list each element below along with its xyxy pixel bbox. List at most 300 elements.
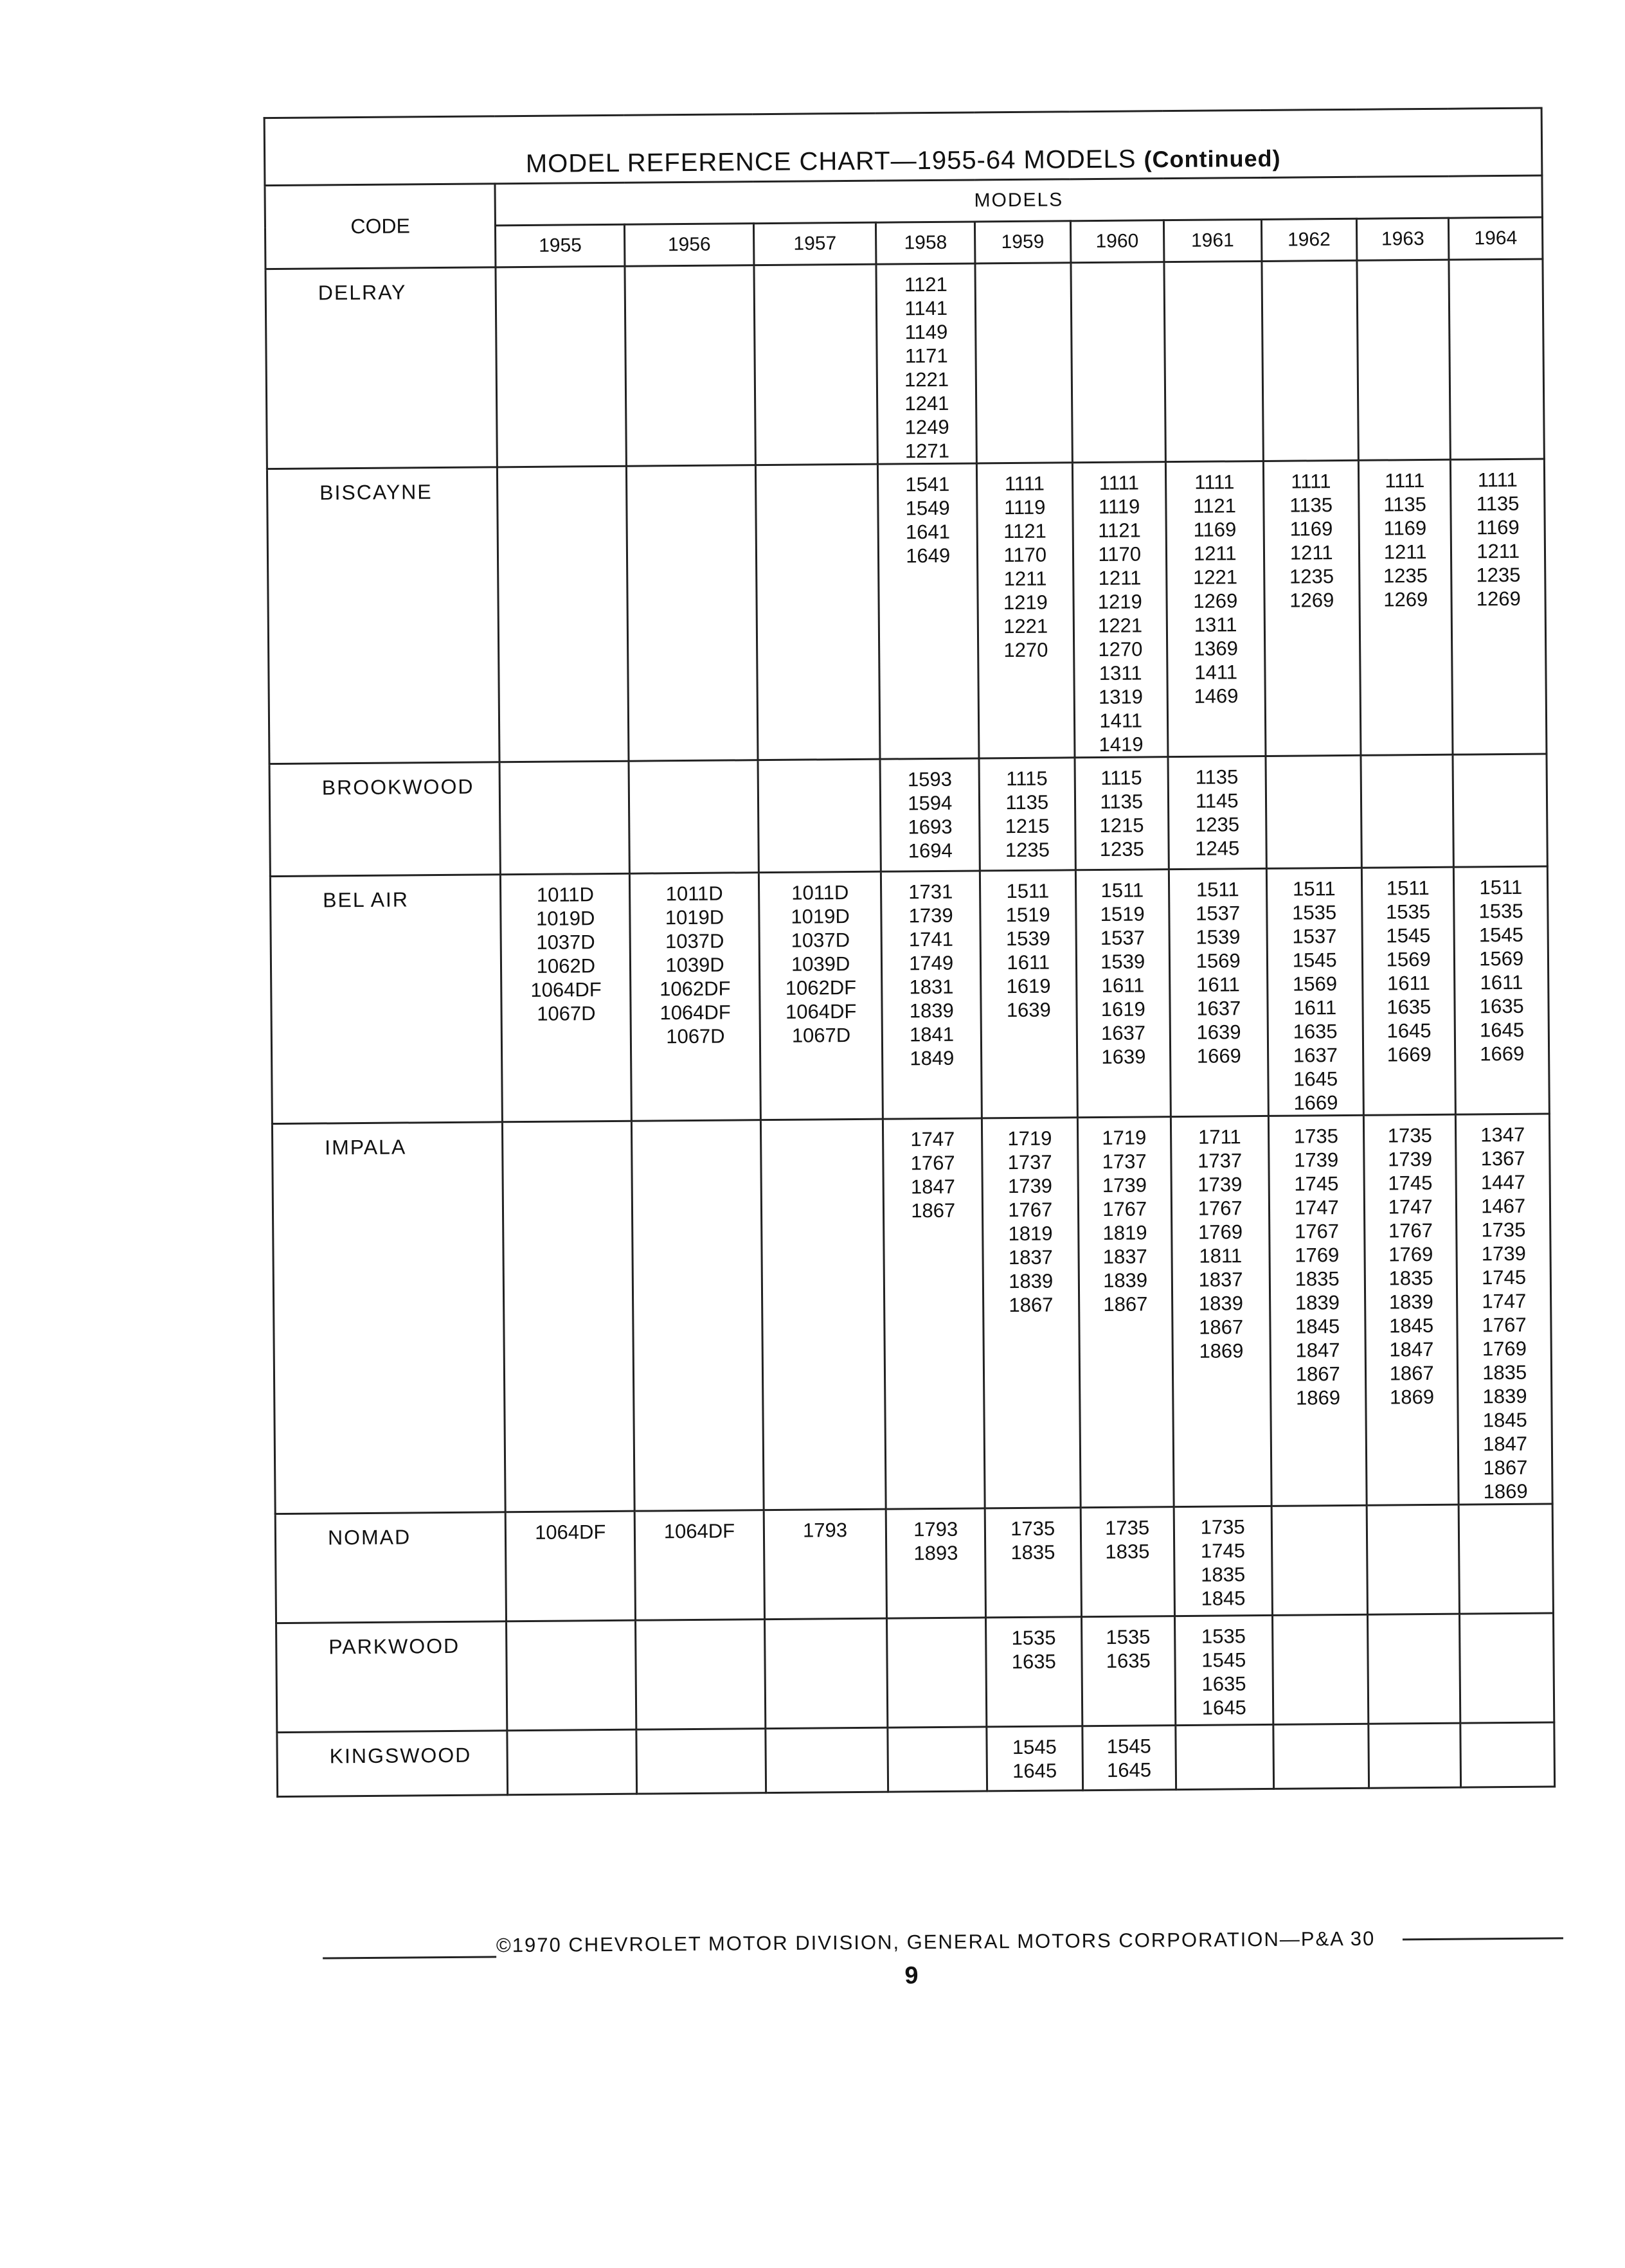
model-number: 1211 (1003, 567, 1047, 591)
model-cell-1955 (496, 266, 626, 467)
year-header-1960: 1960 (1070, 220, 1164, 263)
model-number: 1645 (1201, 1696, 1246, 1719)
model-cell-1959 (980, 870, 1077, 1118)
model-cell-1955 (503, 1121, 634, 1512)
model-number: 1867 (1389, 1361, 1434, 1385)
model-cell-1958 (881, 871, 982, 1119)
model-number: 1637 (1100, 1021, 1146, 1044)
model-number: 1135 (1005, 790, 1049, 814)
model-number: 1619 (1100, 997, 1145, 1021)
model-number: 1062D (536, 954, 596, 978)
model-number: 1169 (1193, 518, 1237, 541)
model-number: 1769 (1295, 1244, 1340, 1267)
model-number: 1694 (908, 839, 953, 862)
model-number: 1219 (1003, 591, 1048, 614)
model-cell-1958 (887, 1618, 987, 1728)
model-cell-1955 (499, 761, 629, 875)
code-column-header: CODE (265, 184, 496, 269)
model-number: 1837 (1198, 1268, 1243, 1291)
model-number: 1835 (1105, 1540, 1150, 1563)
footer-copyright: ©1970 CHEVROLET MOTOR DIVISION, GENERAL MOTORS CORPORATION—P&A 30 (496, 1927, 1376, 1957)
model-number: 1693 (908, 815, 953, 839)
model-number: 1537 (1292, 925, 1337, 948)
model-cell-1963 (1369, 1723, 1461, 1788)
model-number: 1867 (1483, 1456, 1528, 1479)
model-number: 1645 (1479, 1018, 1525, 1042)
model-cell-1963 (1361, 755, 1454, 868)
model-number: 1747 (1388, 1195, 1433, 1219)
model-row-brookwood (269, 754, 1547, 877)
model-cell-1964 (1456, 1114, 1552, 1505)
model-row-bel-air (270, 866, 1549, 1124)
model-number: 1645 (1106, 1758, 1152, 1781)
model-number: 1111 (1385, 469, 1425, 492)
model-number: 1169 (1289, 517, 1333, 540)
model-number: 1845 (1295, 1315, 1340, 1338)
models-column-header: MODELS (495, 175, 1542, 226)
model-cell-1961 (1164, 261, 1263, 461)
model-number: 1235 (1194, 813, 1240, 836)
model-number: 1219 (1097, 590, 1142, 613)
model-number: 1741 (908, 927, 954, 951)
model-cell-1957 (764, 1618, 888, 1728)
model-cell-1964 (1453, 754, 1547, 867)
page-number: 9 (904, 1962, 919, 1990)
model-number: 1519 (1005, 903, 1050, 927)
model-number: 1747 (1482, 1289, 1527, 1313)
model-number: 1067D (666, 1024, 725, 1048)
model-number: 1835 (1482, 1361, 1527, 1384)
chart-title (264, 108, 1542, 186)
model-number: 1215 (1099, 814, 1144, 837)
model-number: 1221 (1003, 614, 1048, 638)
footer-rule-right (1403, 1937, 1563, 1940)
model-number: 1847 (1389, 1337, 1434, 1361)
model-number: 1735 (1293, 1125, 1339, 1148)
model-number: 1611 (1480, 970, 1523, 994)
model-number: 1769 (1482, 1337, 1527, 1361)
model-cell-1959 (986, 1617, 1082, 1727)
model-number: 1593 (907, 767, 953, 791)
model-cell-1964 (1454, 866, 1550, 1114)
model-number: 1149 (904, 320, 948, 344)
model-cell-1960 (1081, 1616, 1176, 1726)
model-number: 1170 (1003, 543, 1047, 567)
model-number: 1867 (1199, 1316, 1244, 1339)
model-cell-1961 (1169, 868, 1268, 1116)
code-cell: BISCAYNE (267, 467, 499, 764)
model-cell-1961 (1165, 461, 1265, 756)
model-number: 1639 (1196, 1021, 1241, 1044)
model-number: 1635 (1387, 995, 1432, 1019)
model-number: 1839 (909, 999, 954, 1022)
model-number: 1511 (1479, 875, 1523, 899)
model-number: 1839 (1295, 1291, 1340, 1314)
model-number: 1745 (1294, 1172, 1339, 1195)
model-number: 1211 (1289, 541, 1333, 564)
model-number: 1739 (1198, 1173, 1243, 1196)
model-number: 1767 (1102, 1197, 1147, 1220)
model-number: 1037D (536, 931, 595, 954)
year-header-1958: 1958 (876, 222, 975, 264)
model-number: 1064DF (530, 978, 602, 1001)
model-number: 1511 (1386, 876, 1430, 900)
model-number: 1841 (909, 1022, 955, 1046)
model-number: 1270 (1098, 638, 1143, 661)
model-number: 1311 (1099, 661, 1142, 684)
model-number: 1737 (1198, 1149, 1243, 1172)
model-number: 1535 (1478, 899, 1523, 923)
model-cell-1955 (507, 1729, 637, 1795)
model-number: 1569 (1479, 947, 1524, 970)
model-number: 1539 (1100, 950, 1145, 973)
chart-title-text: MODEL REFERENCE CHART—1955-64 MODELS (525, 145, 1136, 178)
model-number: 1011D (665, 882, 723, 906)
model-number: 1111 (1477, 468, 1518, 492)
model-number: 1269 (1289, 589, 1334, 612)
model-number: 1019D (535, 907, 595, 930)
model-number: 1835 (1010, 1540, 1055, 1564)
model-number: 1249 (904, 415, 949, 439)
footer (323, 1922, 1563, 1963)
model-number: 1639 (1006, 998, 1051, 1022)
model-number: 1135 (1289, 494, 1333, 517)
model-number: 1211 (1477, 539, 1520, 563)
model-number: 1645 (1012, 1759, 1057, 1783)
code-cell: BEL AIR (270, 875, 502, 1124)
model-number: 1793 (802, 1519, 848, 1542)
year-header-1956: 1956 (625, 224, 754, 267)
model-number: 1121 (1097, 519, 1141, 542)
chart-title-note: (Continued) (1144, 145, 1281, 173)
code-cell: IMPALA (272, 1122, 505, 1514)
model-number: 1737 (1102, 1150, 1147, 1173)
footer-rule-left (323, 1956, 496, 1959)
model-number: 1367 (1480, 1147, 1525, 1170)
model-cell-1960 (1072, 462, 1168, 758)
model-number: 1064DF (785, 999, 857, 1023)
model-number: 1545 (1478, 923, 1523, 947)
model-number: 1111 (1194, 470, 1235, 494)
model-cell-1961 (1174, 1615, 1273, 1725)
model-number: 1062DF (785, 976, 857, 999)
model-cell-1958 (886, 1508, 986, 1618)
model-cell-1960 (1082, 1726, 1176, 1790)
model-cell-1962 (1263, 460, 1361, 756)
model-number: 1511 (1100, 879, 1144, 902)
model-number: 1135 (1195, 765, 1239, 789)
model-number: 1221 (1097, 614, 1143, 637)
model-number: 1119 (1098, 495, 1140, 518)
model-cell-1959 (975, 263, 1072, 463)
model-number: 1235 (1005, 838, 1050, 862)
model-number: 1235 (1383, 564, 1428, 587)
model-number: 1037D (665, 929, 724, 953)
model-number: 1739 (1007, 1174, 1053, 1198)
model-number: 1635 (1293, 1020, 1338, 1043)
model-cell-1957 (755, 464, 880, 760)
model-number: 1645 (1293, 1067, 1338, 1091)
model-number: 1735 (1010, 1517, 1055, 1540)
model-number: 1869 (1199, 1339, 1244, 1362)
model-cell-1963 (1367, 1614, 1460, 1724)
model-number: 1849 (910, 1046, 955, 1070)
model-number: 1037D (791, 929, 850, 952)
model-number: 1539 (1005, 927, 1051, 951)
model-number: 1011D (791, 881, 849, 904)
model-cell-1955 (498, 466, 629, 762)
model-cell-1959 (976, 463, 1074, 758)
model-number: 1141 (904, 296, 948, 320)
year-header-1964: 1964 (1449, 217, 1543, 260)
model-cell-1962 (1268, 1115, 1367, 1506)
model-cell-1958 (878, 463, 979, 759)
model-row-nomad (275, 1504, 1553, 1623)
model-cell-1964 (1451, 459, 1547, 755)
model-number: 1269 (1383, 587, 1428, 611)
model-cell-1955 (506, 1511, 636, 1621)
model-number: 1170 (1098, 542, 1142, 566)
model-number: 1739 (1294, 1148, 1339, 1172)
model-number: 1169 (1476, 515, 1520, 539)
model-number: 1611 (1387, 971, 1430, 995)
model-number: 1669 (1293, 1091, 1338, 1114)
model-number: 1319 (1098, 685, 1144, 708)
model-number: 1649 (906, 544, 951, 567)
model-number: 1511 (1006, 879, 1050, 903)
model-number: 1245 (1195, 837, 1240, 860)
code-cell: PARKWOOD (276, 1621, 508, 1733)
model-cell-1964 (1460, 1722, 1554, 1787)
model-number: 1539 (1196, 925, 1241, 949)
model-number: 1411 (1194, 661, 1238, 684)
model-reference-table (264, 107, 1556, 1798)
model-number: 1867 (1295, 1362, 1340, 1386)
model-number: 1745 (1388, 1171, 1433, 1195)
model-number: 1545 (1292, 949, 1337, 972)
model-number: 1669 (1196, 1044, 1241, 1067)
model-number: 1545 (1106, 1735, 1151, 1758)
model-number: 1869 (1389, 1385, 1435, 1409)
model-number: 1270 (1003, 638, 1048, 662)
model-number: 1767 (1008, 1198, 1053, 1222)
model-number: 1411 (1099, 709, 1143, 732)
model-number: 1211 (1383, 540, 1427, 564)
model-number: 1747 (910, 1127, 955, 1151)
model-number: 1847 (910, 1175, 956, 1199)
model-number: 1541 (905, 472, 950, 496)
model-cell-1956 (625, 265, 755, 467)
model-cell-1958 (880, 758, 980, 871)
model-number: 1241 (904, 391, 949, 415)
model-number: 1019D (665, 906, 724, 929)
model-number: 1569 (1292, 972, 1338, 996)
model-number: 1535 (1292, 901, 1337, 924)
model-cell-1962 (1273, 1724, 1369, 1789)
model-number: 1845 (1389, 1314, 1434, 1337)
model-number: 1893 (913, 1541, 958, 1565)
model-cell-1957 (758, 759, 881, 872)
model-cell-1964 (1459, 1504, 1554, 1614)
model-number: 1739 (1102, 1174, 1147, 1197)
model-number: 1235 (1476, 563, 1521, 587)
model-cell-1959 (985, 1508, 1081, 1618)
year-header-1961: 1961 (1163, 219, 1261, 262)
model-number: 1111 (1099, 471, 1140, 494)
model-number: 1169 (1383, 516, 1427, 540)
model-number: 1867 (911, 1199, 956, 1222)
model-number: 1739 (908, 904, 953, 927)
model-number: 1635 (1011, 1650, 1056, 1674)
title-row (264, 108, 1542, 186)
model-cell-1963 (1361, 867, 1455, 1115)
model-number: 1211 (1098, 566, 1142, 589)
model-cell-1960 (1077, 1117, 1174, 1508)
model-number: 1835 (1388, 1266, 1433, 1290)
model-number: 1535 (1385, 900, 1431, 924)
model-cell-1956 (629, 760, 759, 874)
model-number: 1641 (905, 520, 951, 544)
model-number: 1719 (1102, 1126, 1147, 1149)
model-number: 1369 (1193, 637, 1239, 660)
model-number: 1519 (1100, 902, 1145, 925)
model-number: 1611 (1101, 974, 1145, 997)
model-cell-1963 (1358, 460, 1453, 755)
model-number: 1619 (1006, 974, 1051, 998)
model-cell-1957 (760, 1119, 886, 1510)
model-number: 1511 (1292, 877, 1336, 900)
model-number: 1235 (1289, 565, 1334, 588)
model-cell-1956 (636, 1729, 766, 1794)
model-number: 1535 (1011, 1626, 1056, 1650)
model-number: 1767 (1198, 1197, 1243, 1220)
model-number: 1419 (1099, 733, 1144, 756)
model-number: 1769 (1198, 1220, 1243, 1244)
model-number: 1135 (1476, 492, 1520, 515)
model-number: 1731 (908, 880, 953, 904)
model-cell-1964 (1460, 1613, 1554, 1723)
model-number: 1211 (1193, 542, 1237, 565)
model-cell-1961 (1171, 1116, 1271, 1506)
model-number: 1637 (1293, 1044, 1338, 1067)
model-number: 1845 (1482, 1408, 1527, 1432)
year-header-1957: 1957 (753, 222, 876, 265)
model-cell-1963 (1357, 260, 1451, 460)
model-number: 1737 (1007, 1150, 1052, 1174)
model-row-parkwood (276, 1613, 1554, 1733)
model-number: 1537 (1100, 926, 1145, 949)
code-cell: NOMAD (275, 1512, 507, 1623)
model-number: 1735 (1200, 1515, 1245, 1539)
model-number: 1735 (1105, 1516, 1150, 1539)
year-header-1955: 1955 (496, 224, 625, 267)
year-header-1963: 1963 (1356, 218, 1449, 260)
model-number: 1469 (1194, 684, 1239, 708)
model-cell-1959 (987, 1726, 1082, 1791)
model-number: 1121 (904, 272, 947, 296)
model-cell-1958 (883, 1118, 985, 1509)
model-number: 1669 (1480, 1042, 1525, 1066)
model-number: 1011D (536, 883, 595, 906)
model-number: 1171 (904, 344, 948, 368)
model-number: 1735 (1387, 1123, 1432, 1147)
model-number: 1645 (1387, 1019, 1432, 1042)
model-number: 1511 (1196, 878, 1239, 901)
model-number: 1115 (1100, 766, 1142, 789)
model-cell-1959 (979, 758, 1075, 871)
model-number: 1121 (1003, 519, 1046, 543)
model-cell-1964 (1449, 259, 1544, 460)
model-cell-1957 (754, 264, 878, 465)
model-row-impala (272, 1114, 1552, 1514)
model-number: 1611 (1007, 951, 1050, 974)
model-cell-1958 (876, 263, 976, 464)
model-cell-1956 (630, 873, 761, 1121)
model-cell-1962 (1272, 1614, 1369, 1724)
model-cell-1960 (1075, 870, 1171, 1118)
model-number: 1635 (1479, 994, 1524, 1018)
model-reference-chart (264, 107, 1557, 1891)
model-number: 1835 (1201, 1563, 1246, 1586)
model-number: 1215 (1005, 814, 1050, 838)
model-number: 1111 (1291, 470, 1331, 493)
model-number: 1839 (1482, 1384, 1527, 1408)
model-cell-1963 (1363, 1114, 1459, 1505)
model-number: 1549 (905, 496, 950, 520)
model-number: 1837 (1102, 1245, 1147, 1268)
code-cell: DELRAY (265, 267, 498, 469)
model-number: 1115 (1006, 767, 1048, 790)
model-number: 1739 (1481, 1242, 1526, 1265)
model-cell-1957 (759, 871, 883, 1120)
model-cell-1962 (1261, 260, 1358, 461)
model-cell-1955 (507, 1620, 636, 1731)
model-number: 1847 (1482, 1432, 1528, 1456)
model-cell-1963 (1367, 1505, 1460, 1614)
model-number: 1793 (913, 1517, 958, 1541)
model-number: 1839 (1388, 1290, 1433, 1314)
model-number: 1811 (1199, 1244, 1243, 1267)
model-number: 1611 (1293, 996, 1337, 1019)
model-number: 1537 (1195, 902, 1241, 925)
model-number: 1269 (1193, 589, 1238, 612)
model-cell-1961 (1176, 1724, 1273, 1789)
model-number: 1639 (1101, 1045, 1146, 1068)
model-number: 1837 (1008, 1246, 1053, 1269)
model-number: 1767 (1294, 1220, 1340, 1243)
model-number: 1769 (1388, 1242, 1433, 1266)
model-number: 1867 (1009, 1293, 1054, 1317)
model-number: 1847 (1295, 1339, 1340, 1362)
model-cell-1956 (627, 465, 758, 762)
model-number: 1767 (910, 1151, 955, 1175)
model-number: 1135 (1383, 492, 1427, 516)
model-number: 1747 (1294, 1196, 1339, 1219)
model-number: 1767 (1388, 1219, 1433, 1242)
model-row-kingswood (277, 1722, 1555, 1797)
model-cell-1960 (1070, 262, 1165, 463)
model-cell-1957 (766, 1728, 888, 1792)
model-number: 1447 (1480, 1170, 1526, 1194)
model-cell-1961 (1174, 1506, 1272, 1616)
model-row-biscayne (267, 459, 1547, 764)
model-number: 1635 (1106, 1649, 1151, 1672)
model-number: 1669 (1387, 1042, 1432, 1066)
model-number: 1067D (791, 1024, 851, 1047)
model-number: 1819 (1102, 1221, 1147, 1244)
model-number: 1271 (904, 439, 950, 463)
model-number: 1745 (1481, 1265, 1527, 1289)
